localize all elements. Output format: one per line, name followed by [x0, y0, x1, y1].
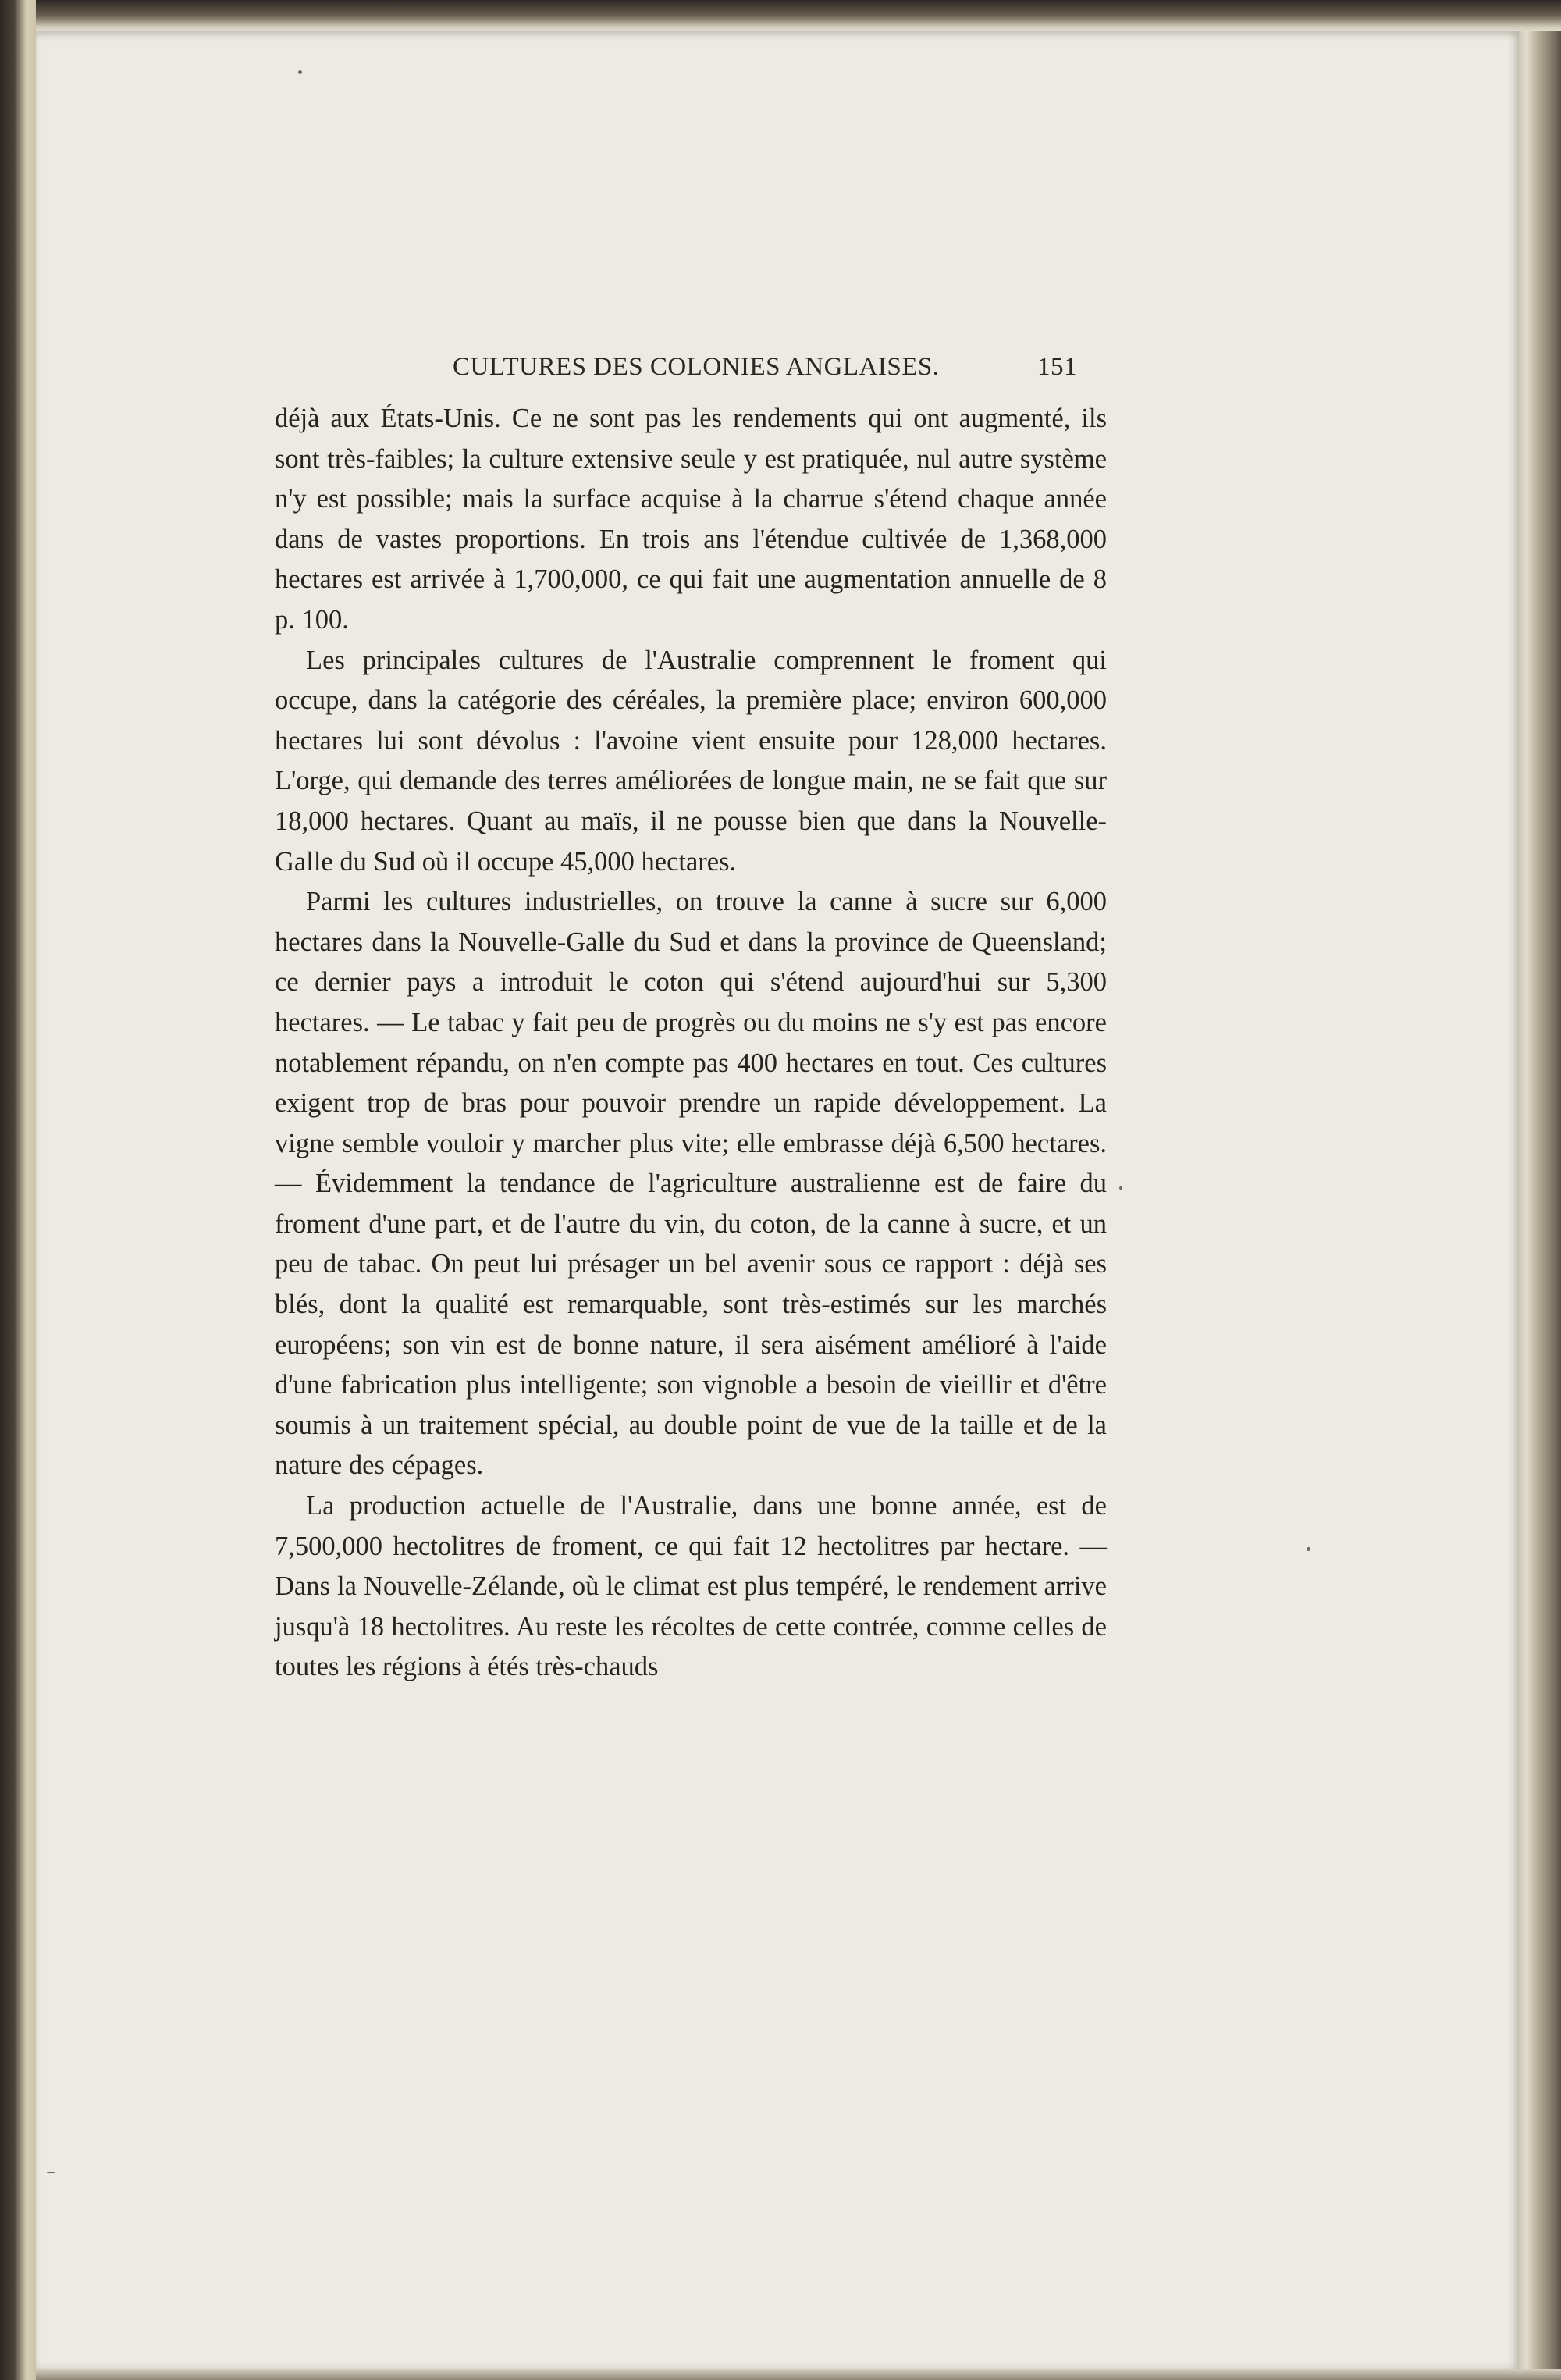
page-number: 151 — [1037, 353, 1077, 381]
paper-speck — [1119, 1186, 1122, 1190]
paper-speck — [47, 2172, 55, 2173]
paragraph: Parmi les cultures industrielles, on trouve la canne à sucre sur 6,000 hectares dans la Nouvelle-Galle du Sud et dans la province de Queensland; ce dernier pays a introduit le coton qui s'étend aujourd'hui sur 5,300 hectares. — Le tabac y fait peu de progrès ou du moins ne s'y est pas encore notablement répandu, on n'en compte pas 400 hectares en tout. Ces cultures exigent trop de bras pour pouvoir prendre un rapide développement. La vigne semble vouloir y marcher plus vite; elle embrasse déjà 6,500 hectares. — Évidemment la tendance de l'agriculture australienne est de faire du froment d'une part, et de l'autre du vin, du coton, de la canne à sucre, et un peu de tabac. On peut lui présager un bel avenir sous ce rapport : déjà ses blés, dont la qualité est remarquable, sont très-estimés sur les marchés européens; son vin est de bonne nature, il sera aisément amélioré à l'aide d'une fabrication plus intelligente; son vignoble a besoin de vieillir et d'être soumis à un traitement spécial, au double point de vue de la taille et de la nature des cépages. — [275, 887, 1107, 1481]
running-header-title: CULTURES DES COLONIES ANGLAISES. — [453, 353, 940, 381]
paragraph: La production actuelle de l'Australie, dans une bonne année, est de 7,500,000 hectolitres de froment, ce qui fait 12 hectolitres par hectare. — Dans la Nouvelle-Zélande, où le climat est plus tempéré, le rendement arrive jusqu'à 18 hectolitres. Au reste les récoltes de cette contrée, comme celles de toutes les régions à étés très-chauds — [275, 1491, 1107, 1682]
page-bottom-edge — [36, 2369, 1561, 2380]
paragraph: Les principales cultures de l'Australie comprennent le froment qui occupe, dans la catégorie des céréales, la première place; environ 600,000 hectares lui sont dévolus : l'avoine vient ensuite pour 128,000 hectares. L'orge, qui demande des terres améliorées de longue main, ne se fait que sur 18,000 hectares. Quant au maïs, il ne pousse bien que dans la Nouvelle-Galle du Sud où il occupe 45,000 hectares. — [275, 645, 1107, 877]
page-right-edge — [1519, 31, 1561, 2369]
paragraph: déjà aux États-Unis. Ce ne sont pas les rendements qui ont augmenté, ils sont très-faibles; la culture extensive seule y est pratiquée, nul autre système n'y est possible; mais la surface acquise à la charrue s'étend chaque année dans de vastes proportions. En trois ans l'étendue cultivée de 1,368,000 hectares est arrivée à 1,700,000, ce qui fait une augmentation annuelle de 8 p. 100. — [275, 404, 1107, 635]
paper-speck — [298, 70, 302, 74]
page-top-edge — [36, 0, 1561, 31]
paper-speck — [1307, 1547, 1310, 1551]
body-text — [275, 399, 1107, 1688]
running-header — [453, 353, 1077, 392]
